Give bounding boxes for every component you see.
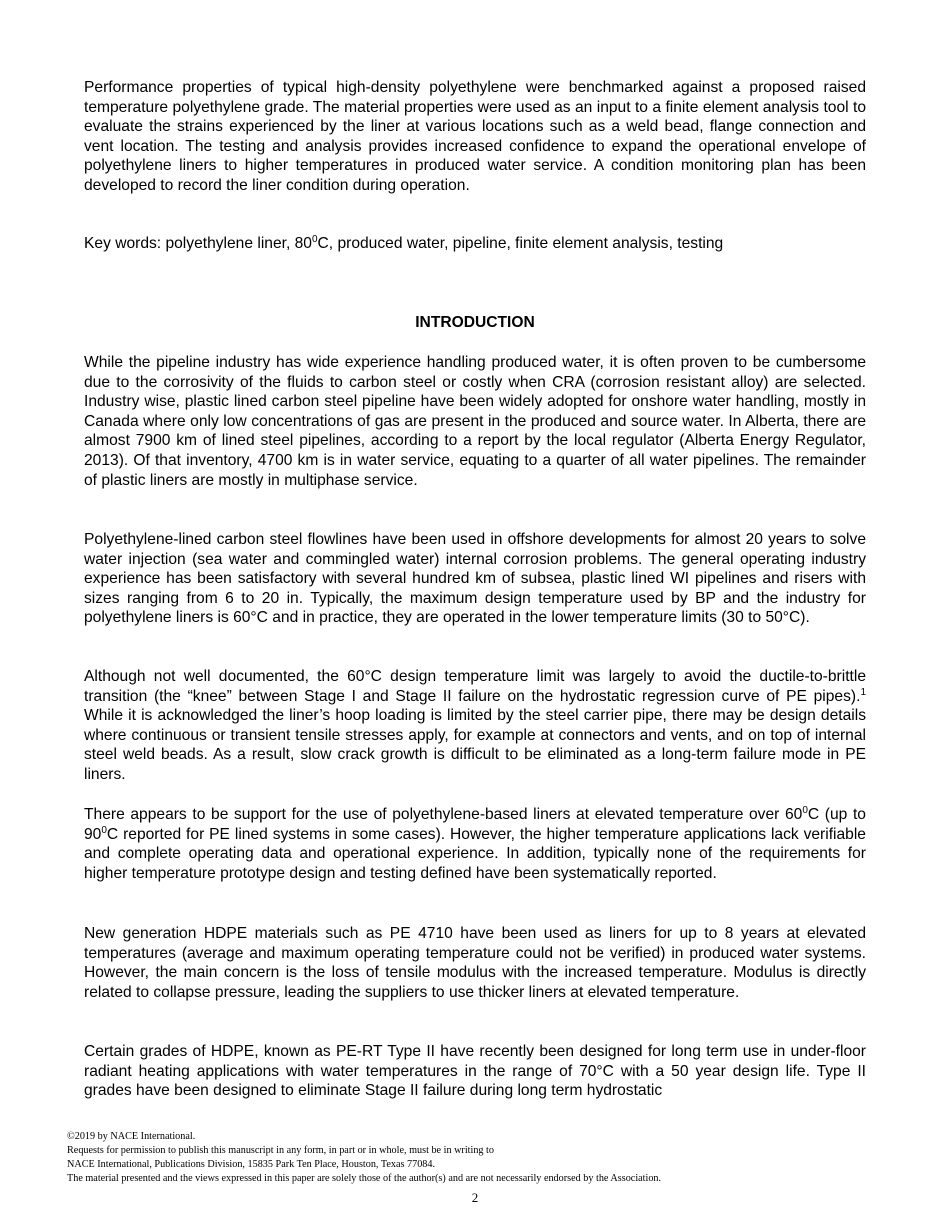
paragraph-text xyxy=(84,805,866,883)
paragraph-text-part: Although not well documented, the 60°C design temperature limit was largely to avoid the ductile-to-brittle transition (the “knee” between Stage I and Stage II failure on the hydrostatic regression curve of PE pipes). xyxy=(84,668,866,705)
intro-paragraph-5 xyxy=(84,924,866,1002)
degree-superscript: 0 xyxy=(101,824,107,836)
keywords-superscript: 0 xyxy=(311,234,318,245)
intro-paragraph-4 xyxy=(84,805,866,883)
intro-paragraph-3 xyxy=(84,667,866,785)
footer-disclaimer: The material presented and the views expressed in this paper are solely those of the author(s) and are not necessarily endorsed by the Association. xyxy=(67,1173,662,1184)
footer-address: NACE International, Publications Division, 15835 Park Ten Place, Houston, Texas 77084. xyxy=(67,1159,436,1170)
page-footer xyxy=(67,1130,887,1186)
intro-paragraph-2 xyxy=(84,530,866,628)
intro-paragraph-6 xyxy=(84,1042,866,1101)
reference-superscript: 1 xyxy=(860,686,866,698)
paragraph-text: Polyethylene-lined carbon steel flowlines have been used in offshore developments for almost 20 years to solve water injection (sea water and commingled water) internal corrosion problems. The general operating industry experience has been satisfactory with several hundred km of subsea, plastic lined WI pipelines and risers with sizes ranging from 6 to 20 in. Typically, the maximum design temperature used by BP and the industry for polyethylene liners is 60°C and in practice, they are operated in the lower temperature limits (30 to 50°C). xyxy=(84,531,866,627)
paragraph-text-part: C (up to 90 xyxy=(84,806,866,843)
paragraph-text: Certain grades of HDPE, known as PE-RT Type II have recently been designed for long term use in under-floor radiant heating applications with water temperatures in the range of 70°C with a 50 year design life. Type II grades have been designed to eliminate Stage II failure during long term hydrostatic xyxy=(84,1043,866,1100)
intro-paragraph-1 xyxy=(84,353,866,490)
paragraph-text: New generation HDPE materials such as PE 4710 have been used as liners for up to 8 years at elevated temperatures (average and maximum operating temperature could not be verified) in produced water systems. However, the main concern is the loss of tensile modulus with the increased temperature. Modulus is directly related to collapse pressure, leading the suppliers to use thicker liners at elevated temperature. xyxy=(84,925,866,1001)
degree-superscript: 0 xyxy=(802,805,808,816)
page-number: 2 xyxy=(471,1190,479,1205)
section-heading-introduction: INTRODUCTION xyxy=(415,314,535,331)
paragraph-text-part: C reported for PE lined systems in some cases). However, the higher temperature applications lack verifiable and complete operating data and operational experience. In addition, typically none of the requirements for higher temperature prototype design and testing defined have been systematically reported. xyxy=(84,825,866,882)
footer-copyright: ©2019 by NACE International. xyxy=(67,1131,196,1142)
keywords-line xyxy=(84,234,866,254)
footer-permission: Requests for permission to publish this manuscript in any form, in part or in whole, must be in writing to xyxy=(67,1145,494,1156)
abstract-text: Performance properties of typical high-density polyethylene were benchmarked against a proposed raised temperature polyethylene grade. The material properties were used as an input to a finite element analysis tool to evaluate the strains experienced by the liner at various locations such as a weld bead, flange connection and vent location. The testing and analysis provides increased confidence to expand the operational envelope of polyethylene liners to higher temperatures in produced water service. A condition monitoring plan has been developed to record the liner condition during operation. xyxy=(84,79,866,194)
keywords-prefix: Key words: polyethylene liner, 80 xyxy=(84,235,312,252)
paragraph-text: While the pipeline industry has wide experience handling produced water, it is often proven to be cumbersome due to the corrosivity of the fluids to carbon steel or costly when CRA (corrosion resistant alloy) are selected. Industry wise, plastic lined carbon steel pipeline have been widely adopted for onshore water handling, mostly in Canada where only low concentrations of gas are present in the produced and source water. In Alberta, there are almost 7900 km of lined steel pipelines, according to a report by the local regulator (Alberta Energy Regulator, 2013). Of that inventory, 4700 km is in water service, equating to a quarter of all water pipelines. The remainder of plastic liners are mostly in multiphase service. xyxy=(84,354,866,489)
paragraph-text-part: There appears to be support for the use of polyethylene-based liners at elevated temperature over 60 xyxy=(84,806,803,823)
keywords-suffix: C, produced water, pipeline, finite element analysis, testing xyxy=(317,235,724,252)
abstract-paragraph xyxy=(84,78,866,196)
paragraph-text xyxy=(84,667,866,785)
paragraph-text-part: While it is acknowledged the liner’s hoop loading is limited by the steel carrier pipe, there may be design details where continuous or transient tensile stresses apply, for example at connectors and vents, and on top of internal steel weld beads. As a result, slow crack growth is difficult to be eliminated as a long-term failure mode in PE liners. xyxy=(84,707,866,783)
